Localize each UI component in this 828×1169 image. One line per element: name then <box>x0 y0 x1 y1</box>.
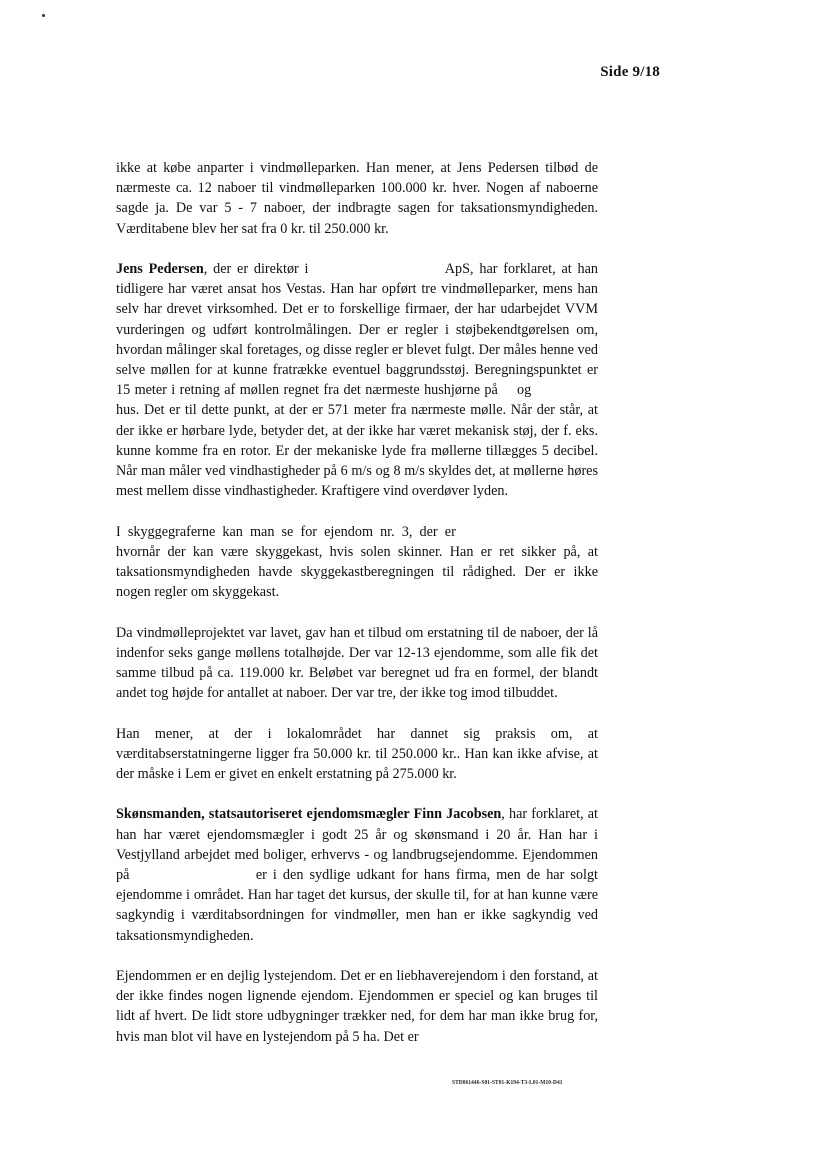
paragraph-6 <box>116 804 598 945</box>
paragraph-2-lead: Jens Pedersen <box>116 261 204 277</box>
paragraph-3-text: I skyggegraferne kan man se for ejendom nr. 3, der er ⠀⠀⠀⠀⠀⠀⠀⠀⠀⠀⠀⠀⠀ hvornår der kan være skyggekast, hvis solen skinner. Han er ret sikker på, at taksationsmyndigheden havde skyggekastberegningen til rådighed. Der er ikke nogen regler om skyggekast. <box>116 523 598 601</box>
paragraph-1-text: ikke at købe anparter i vindmølleparken. Han mener, at Jens Pedersen tilbød de nærmeste ca. 12 naboer til vindmølleparken 100.000 kr. hver. Nogen af naboerne sagde ja. De var 5 - 7 naboer, der indbragte sagen for taksationsmyndigheden. Værditabene blev her sat fra 0 kr. til 250.000 kr. <box>116 160 598 237</box>
paragraph-5-text: Han mener, at der i lokalområdet har dannet sig praksis om, at værditabserstatningerne ligger fra 50.000 kr. til 250.000 kr.. Han kan ikke afvise, at der måske i Lem er givet en enkelt erstatning på 275.000 kr. <box>116 725 598 783</box>
document-body <box>116 158 598 1067</box>
paragraph-2-text: , der er direktør i ⠀⠀⠀⠀⠀⠀⠀⠀⠀⠀⠀⠀ ApS, har forklaret, at han tidligere har været ansat hos Vestas. Han har opført tre vindmølleparker, mens han selv har drevet virksomhed. Det er to forskellige firmaer, der har udarbejdet VVM vurderingen og udført kontrolmålingen. Der er regler i støjbekendtgørelsen om, hvordan målinger skal foretages, og disse regler er blevet fulgt. Der måles henne ved selve møllen for at kunne fratrække eventuel baggrundsstøj. Beregningspunktet er 15 meter i retning af møllen regnet fra det nærmeste hushjørne på ⠀ og ⠀⠀⠀⠀⠀⠀ hus. Det er til dette punkt, at der er 571 meter fra nærmeste mølle. Når der står, at der ikke er hørbare lyde, betyder det, at der ikke har været mekanisk støj, der f. eks. kunne komme fra en rotor. Er der mekaniske lyde fra møllerne tillægges 5 decibel. Når man måler ved vindhastigheder på 6 m/s og 8 m/s skyldes det, at møllerne høres mest mellem disse vindhastigheder. Kraftigere vind overdøver lyden. <box>116 261 598 500</box>
document-footer-code: STD061446-S01-ST01-K194-T3-L01-M10-D41 <box>452 1080 563 1086</box>
paragraph-6-text: , har forklaret, at han har været ejendomsmægler i godt 25 år og skønsmand i 20 år. Han har i Vestjylland arbejdet med boliger, erhvervs - og landbrugsejendomme. Ejendommen på ⠀⠀⠀⠀⠀⠀⠀⠀⠀⠀⠀ er i den sydlige udkant for hans firma, men de har solgt ejendomme i området. Han har taget det kursus, der skulle til, for at han kunne være sagkyndig i værditabsordningen for vindmøller, men han er ikke sagkyndig ved taksationsmyndigheden. <box>116 806 598 944</box>
scan-speck <box>42 14 45 17</box>
paragraph-6-lead: Skønsmanden, statsautoriseret ejendomsmægler Finn Jacobsen <box>116 806 502 823</box>
paragraph-2 <box>116 259 598 501</box>
paragraph-1 <box>116 158 598 239</box>
paragraph-5 <box>116 724 598 785</box>
paragraph-7 <box>116 966 598 1047</box>
paragraph-3 <box>116 522 598 603</box>
page-number: Side 9/18 <box>600 64 660 80</box>
paragraph-4-text: Da vindmølleprojektet var lavet, gav han et tilbud om erstatning til de naboer, der lå indenfor seks gange møllens totalhøjde. Der var 12-13 ejendomme, som alle fik det samme tilbud på ca. 119.000 kr. Beløbet var beregnet ud fra en formel, der blandt andet tog højde for antallet at naboer. Der var tre, der ikke tog imod tilbuddet. <box>116 624 598 702</box>
paragraph-4 <box>116 623 598 704</box>
paragraph-7-text: Ejendommen er en dejlig lystejendom. Det er en liebhaverejendom i den forstand, at der ikke findes nogen lignende ejendom. Ejendommen er speciel og kan bruges til lidt af hvert. De lidt store udbygninger trækker ned, for dem har man ikke brug for, hvis man blot vil have en lystejendom på 5 ha. Det er <box>116 968 598 1045</box>
